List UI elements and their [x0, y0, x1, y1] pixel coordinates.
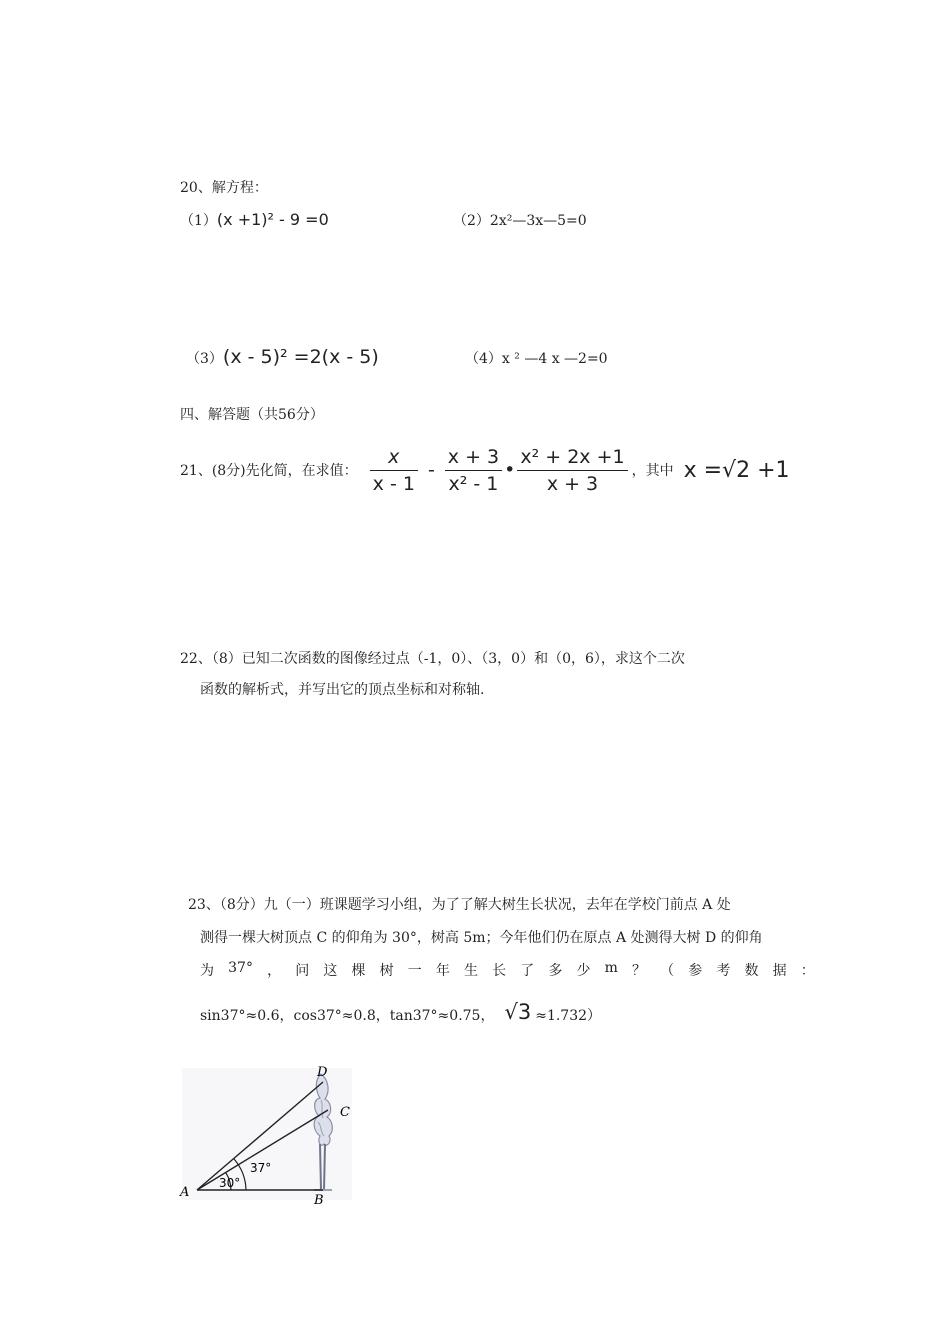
q23-w21: ： — [800, 963, 815, 979]
q20-p3-equation: (x - 5)² =2(x - 5) — [222, 346, 379, 368]
q20-p3-label: （3） — [186, 351, 223, 367]
q23-w16: （ — [660, 963, 675, 979]
q23-w3: 问 — [295, 963, 310, 979]
q23-w19: 数 — [744, 963, 759, 979]
q23-w2: ， — [267, 963, 282, 979]
q23-w15: ？ — [631, 963, 646, 979]
label-C: C — [340, 1105, 350, 1120]
q23-w20: 据 — [772, 963, 787, 979]
q21-frac1-denominator: x - 1 — [372, 472, 415, 495]
label-A: A — [180, 1185, 190, 1200]
q23-w4: 这 — [323, 963, 338, 979]
q23-reference-values: sin37°≈0.6，cos37°≈0.8，tan37°≈0.75， — [200, 1008, 495, 1024]
q23-sqrt3: √3 — [504, 1000, 532, 1024]
q23-w1: 37° — [228, 960, 253, 976]
q21-frac2-denominator: x² - 1 — [448, 472, 499, 495]
q21-line — [180, 440, 790, 500]
q21-x-value: x =√2 +1 — [683, 457, 790, 483]
q20-part3 — [186, 346, 379, 368]
q20-p4-label: （4） — [465, 351, 502, 367]
q21-frac3-denominator: x + 3 — [546, 472, 599, 495]
q23-line-2: 测得一棵大树顶点 C 的仰角为 30°，树高 5m；今年他们仍在原点 A 处测得大树 D 的仰角 — [200, 930, 763, 946]
q20-p1-label: （1） — [180, 213, 217, 229]
q23-line-1: 23、（8分）九（一）班课题学习小组，为了了解大树生长状况，去年在学校门前点 A 处 — [188, 897, 731, 913]
angle-label-37: 37° — [250, 1161, 272, 1175]
q20-part4 — [465, 348, 608, 368]
q23-w17: 参 — [688, 963, 703, 979]
q20-p2-equation: 2x²—3x—5=0 — [489, 213, 587, 229]
q21-mid-text: ，其中 — [631, 463, 674, 479]
q23-w18: 考 — [716, 963, 731, 979]
tree-figure — [178, 1060, 358, 1210]
q23-sqrt3-approx: ≈1.732） — [535, 1008, 602, 1024]
q23-w6: 树 — [379, 963, 394, 979]
q22-line-2: 函数的解析式，并写出它的顶点坐标和对称轴. — [200, 682, 485, 698]
q23-w10: 长 — [492, 963, 507, 979]
q20-part1 — [180, 210, 329, 230]
q20-p4-equation: x ² —4 x —2=0 — [501, 351, 608, 367]
section-heading: 四、解答题（共56分） — [180, 407, 324, 423]
label-D: D — [317, 1065, 328, 1080]
q20-part2 — [453, 210, 587, 230]
q20-p2-label: （2） — [453, 213, 490, 229]
q20-p1-equation: (x +1)² - 9 =0 — [216, 210, 329, 229]
q23-line-4 — [200, 1000, 601, 1030]
q23-w0: 为 — [200, 963, 214, 979]
q21-minus: - — [427, 459, 435, 481]
q21-prefix: 21、(8分)先化简，在求值： — [180, 463, 358, 479]
q20-heading: 20、解方程： — [180, 180, 268, 196]
q23-w12: 多 — [548, 963, 563, 979]
q21-fraction-2 — [445, 446, 502, 495]
q21-frac3-numerator: x² + 2x +1 — [517, 446, 627, 471]
q21-dot: • — [504, 459, 516, 481]
q23-w14: m — [604, 960, 618, 976]
angle-label-30: 30° — [219, 1176, 241, 1190]
label-B: B — [314, 1193, 324, 1208]
q23-w8: 年 — [435, 963, 450, 979]
q23-w7: 一 — [407, 963, 422, 979]
q21-frac2-numerator: x + 3 — [445, 446, 502, 471]
q22-line-1: 22、（8）已知二次函数的图像经过点（-1，0）、（3，0）和（0，6），求这个二次 — [180, 651, 685, 667]
q23-w11: 了 — [520, 963, 535, 979]
q23-w9: 生 — [463, 963, 478, 979]
q23-w13: 少 — [576, 963, 591, 979]
q23-w5: 棵 — [351, 963, 366, 979]
q21-frac1-numerator: x — [370, 446, 418, 471]
q23-line-3 — [200, 960, 815, 980]
q21-fraction-3 — [517, 446, 627, 495]
q21-fraction-1 — [370, 446, 418, 495]
